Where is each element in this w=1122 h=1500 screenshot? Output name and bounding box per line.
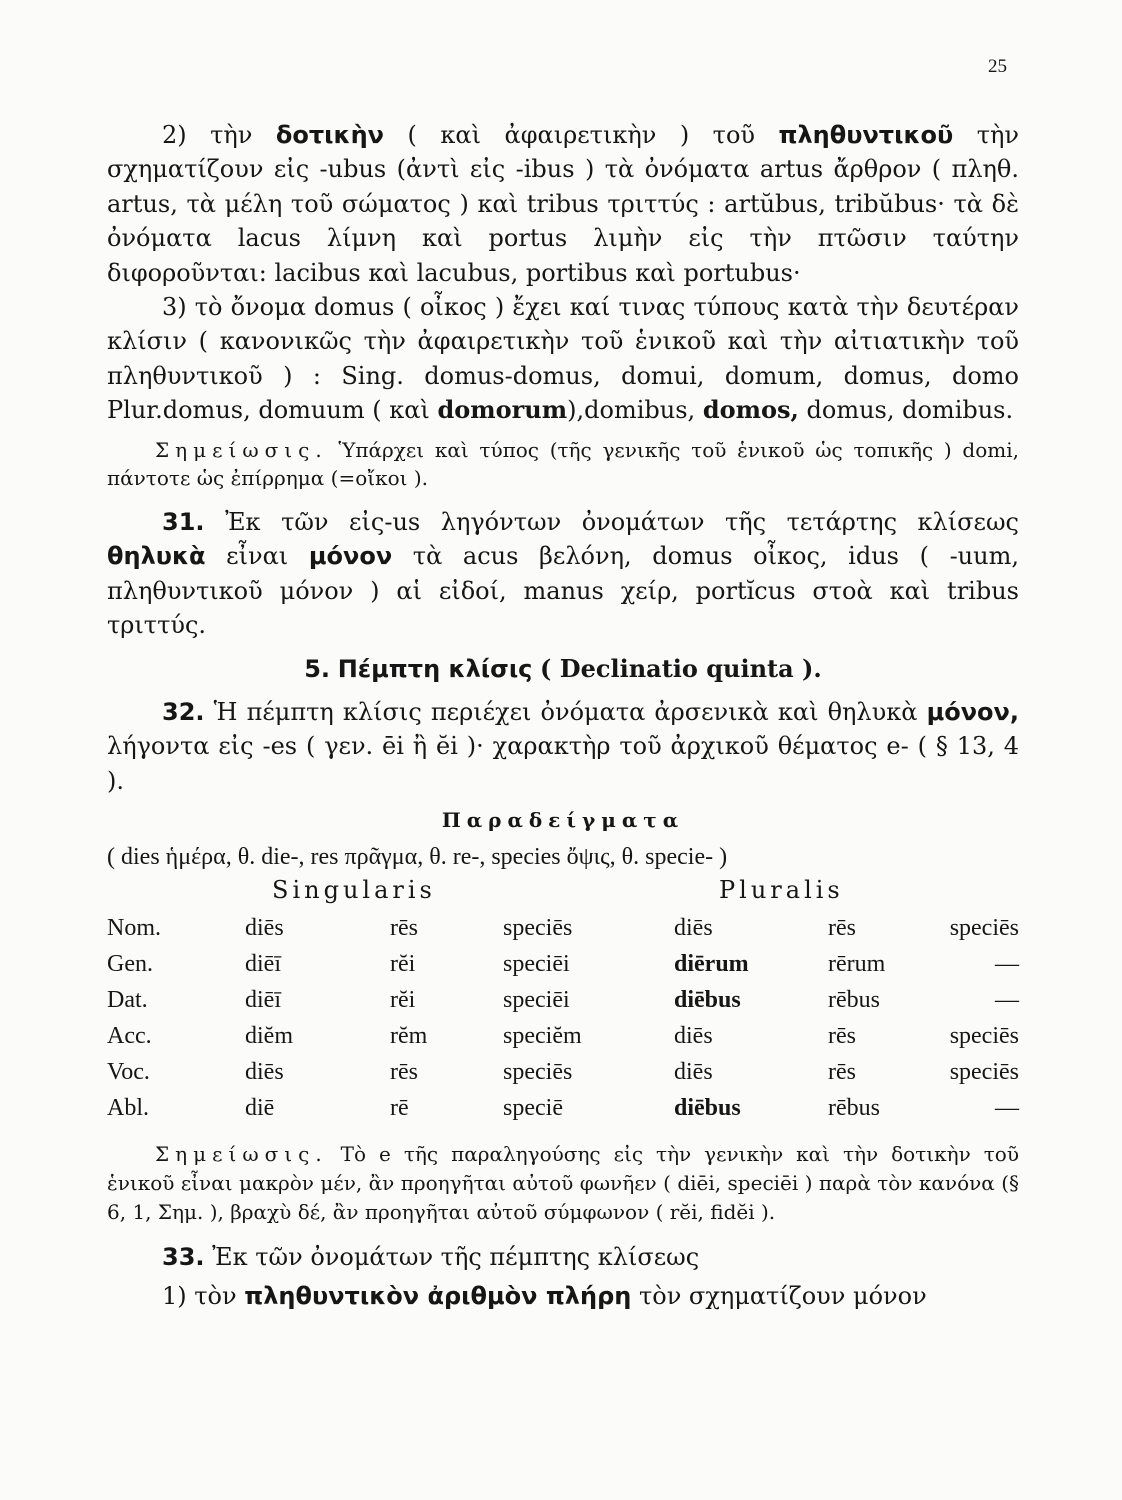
paragraph-2 <box>107 118 1019 290</box>
cell-p1: diēbus <box>674 1094 741 1121</box>
cell-s1: diĕm <box>245 1022 293 1049</box>
cell-p2: rēs <box>828 914 856 941</box>
text-run: Ἐκ τῶν εἰς-us ληγόντων ὀνομάτων τῆς τετάρτης κλίσεως <box>225 508 1019 537</box>
text-run: ),domibus, <box>567 396 696 425</box>
plural-header: Pluralis <box>719 876 844 905</box>
cell-s2: rĕi <box>390 986 416 1013</box>
paragraph-3 <box>107 290 1019 428</box>
singular-header: Singularis <box>272 876 436 905</box>
cell-p3: speciēs <box>949 914 1019 941</box>
cell-p3: — <box>995 986 1019 1013</box>
bold-term: domorum <box>437 395 568 425</box>
bold-term: μόνον <box>308 542 393 571</box>
note-text: Τὸ e τῆς παραληγούσης εἰς τὴν γενικὴν καὶ τὴν δοτικὴν τοῦ ἑνικοῦ εἶναι μακρὸν μέν, ἂν προηγῆται αὐτοῦ φωνῆεν ( diēi, speciēi ) παρὰ τὸν κανόνα (§ 6, 1, Σημ. ), βραχὺ δέ, ἂν προηγῆται αὐτοῦ σύμφωνον ( rĕi, fidĕi ). <box>107 1142 1020 1224</box>
section-number: 32. <box>162 697 205 726</box>
cell-p3: speciēs <box>949 1058 1019 1085</box>
page-body <box>107 118 1019 1313</box>
text-run: εἶναι <box>226 542 289 571</box>
text-run: τὰ acus βελόνη, domus οἶκος, idus ( -uum, πληθυντικοῦ μόνον ) αἱ εἰδοί, manus χείρ, portĭcus στοὰ καὶ tribus τριττύς. <box>107 542 1019 640</box>
cell-s3: speciĕm <box>503 1022 582 1049</box>
cell-s1: diēs <box>245 914 284 941</box>
table-row <box>107 910 1019 946</box>
text-run: λήγοντα εἰς -es ( γεν. ēi ἢ ĕi )· χαρακτὴρ τοῦ ἀρχικοῦ θέματος e- ( § 13, 4 ). <box>107 732 1019 795</box>
section-heading-5 <box>107 651 1019 687</box>
column-headers <box>107 874 1019 910</box>
cell-p2: rēs <box>828 1058 856 1085</box>
cell-p1: diēs <box>674 1058 713 1085</box>
cell-s2: rē <box>390 1094 409 1121</box>
text-run: τὸν <box>194 1281 237 1310</box>
declension-table <box>107 910 1019 1126</box>
cell-p1: diēbus <box>674 986 741 1013</box>
subitem-1 <box>107 1279 1019 1313</box>
cell-case: Nom. <box>107 914 161 941</box>
table-row <box>107 1018 1019 1054</box>
bold-term: domos, <box>702 395 799 425</box>
text-run: Ἐκ τῶν ὀνομάτων τῆς πέμπτης κλίσεως <box>212 1243 700 1272</box>
cell-s1: diē <box>245 1094 275 1121</box>
text-run: τὸ ὄνομα domus ( οἶκος ) ἔχει καί τινας τύπους κατὰ τὴν δευτέραν κλίσιν ( κανονικῶς τὴν ἀφαιρετικὴν τοῦ ἑνικοῦ καὶ τὴν αἰτιατικὴν τοῦ πληθυντικοῦ ) : Sing. domus-domus, domui, domum, domus, domo Plur.domus, domuum ( καὶ <box>107 293 1019 425</box>
note-e-length <box>107 1140 1019 1226</box>
text-run: τὴν σχηματίζουν εἰς -ubus (ἀντὶ εἰς -ibus ) τὰ ὀνόματα artus ἄρθρον ( πληθ. artus, τὰ μέλη τοῦ σώματος ) καὶ tribus τριττύς : artŭbus, tribŭbus· τὰ δὲ ὀνόματα lacus λίμνη καὶ portus λιμὴν εἰς τὴν πτῶσιν ταύτην διφοροῦνται: lacibus καὶ lacubus, portibus καὶ portubus· <box>107 121 1019 287</box>
note-label: Σημείωσις. <box>155 437 328 462</box>
cell-p1: diēs <box>674 914 713 941</box>
table-row <box>107 1054 1019 1090</box>
cell-p2: rērum <box>828 950 886 977</box>
cell-s3: speciēi <box>503 986 570 1013</box>
cell-p2: rēbus <box>828 1094 880 1121</box>
cell-s3: speciēs <box>503 914 573 941</box>
table-row <box>107 946 1019 982</box>
cell-case: Acc. <box>107 1022 152 1049</box>
text-run: ( καὶ ἀφαιρετικὴν ) τοῦ <box>407 121 755 149</box>
cell-p2: rēbus <box>828 986 880 1013</box>
cell-p1: diērum <box>674 950 749 977</box>
cell-case: Gen. <box>107 950 153 977</box>
heading-latin: ( Declinatio quinta ). <box>540 653 822 683</box>
cell-s1: diēs <box>245 1058 284 1085</box>
section-number: 31. <box>162 508 205 537</box>
examples-line: ( dies ἡμέρα, θ. die-, res πρᾶγμα, θ. re-, species ὄψις, θ. specie- ) <box>107 843 728 870</box>
note-text: Ὑπάρχει καὶ τύπος (τῆς γενικῆς τοῦ ἑνικοῦ ὡς τοπικῆς ) domi, πάντοτε ὡς ἐπίρρημα (=οἴκοι ). <box>107 437 1019 491</box>
section-33 <box>107 1240 1019 1274</box>
cell-s3: speciēi <box>503 950 570 977</box>
cell-p3: — <box>995 950 1019 977</box>
text-run: domus, domibus. <box>806 396 1014 425</box>
cell-s2: rĕm <box>390 1022 428 1049</box>
cell-s1: diēī <box>245 986 281 1013</box>
bold-term: δοτικὴν <box>275 121 385 149</box>
cell-p3: — <box>995 1094 1019 1121</box>
cell-case: Abl. <box>107 1094 149 1121</box>
note-label: Σημείωσις. <box>155 1142 328 1167</box>
cell-case: Dat. <box>107 986 148 1013</box>
cell-p1: diēs <box>674 1022 713 1049</box>
table-row <box>107 982 1019 1018</box>
note-domus <box>107 436 1019 493</box>
text-run: τὸν σχηματίζουν μόνον <box>638 1281 927 1310</box>
cell-p2: rēs <box>828 1022 856 1049</box>
section-32 <box>107 695 1019 798</box>
section-number: 33. <box>162 1243 205 1272</box>
item-number: 3) <box>162 293 187 322</box>
page-number: 25 <box>988 56 1007 77</box>
bold-term: θηλυκὰ <box>107 542 206 571</box>
bold-term: πληθυντικοῦ <box>778 121 954 149</box>
cell-case: Voc. <box>107 1058 150 1085</box>
heading-greek: Πέμπτη κλίσις <box>337 654 533 683</box>
text-run: τὴν <box>210 121 253 149</box>
cell-s3: speciē <box>503 1094 563 1121</box>
cell-p3: speciēs <box>949 1022 1019 1049</box>
bold-term: μόνον, <box>926 697 1020 726</box>
examples-heading: Παραδείγματα <box>441 807 685 832</box>
cell-s1: diēī <box>245 950 281 977</box>
table-row <box>107 1090 1019 1126</box>
cell-s2: rĕi <box>390 950 416 977</box>
item-number: 1) <box>162 1281 187 1310</box>
cell-s2: rēs <box>390 914 418 941</box>
cell-s2: rēs <box>390 1058 418 1085</box>
heading-number: 5. <box>304 654 331 683</box>
bold-term: πληθυντικὸν ἀριθμὸν πλήρη <box>244 1281 632 1310</box>
cell-s3: speciēs <box>503 1058 573 1085</box>
item-number: 2) <box>162 121 187 149</box>
text-run: Ἡ πέμπτη κλίσις περιέχει ὀνόματα ἀρσενικὰ καὶ θηλυκὰ <box>213 697 918 726</box>
section-31 <box>107 505 1019 643</box>
